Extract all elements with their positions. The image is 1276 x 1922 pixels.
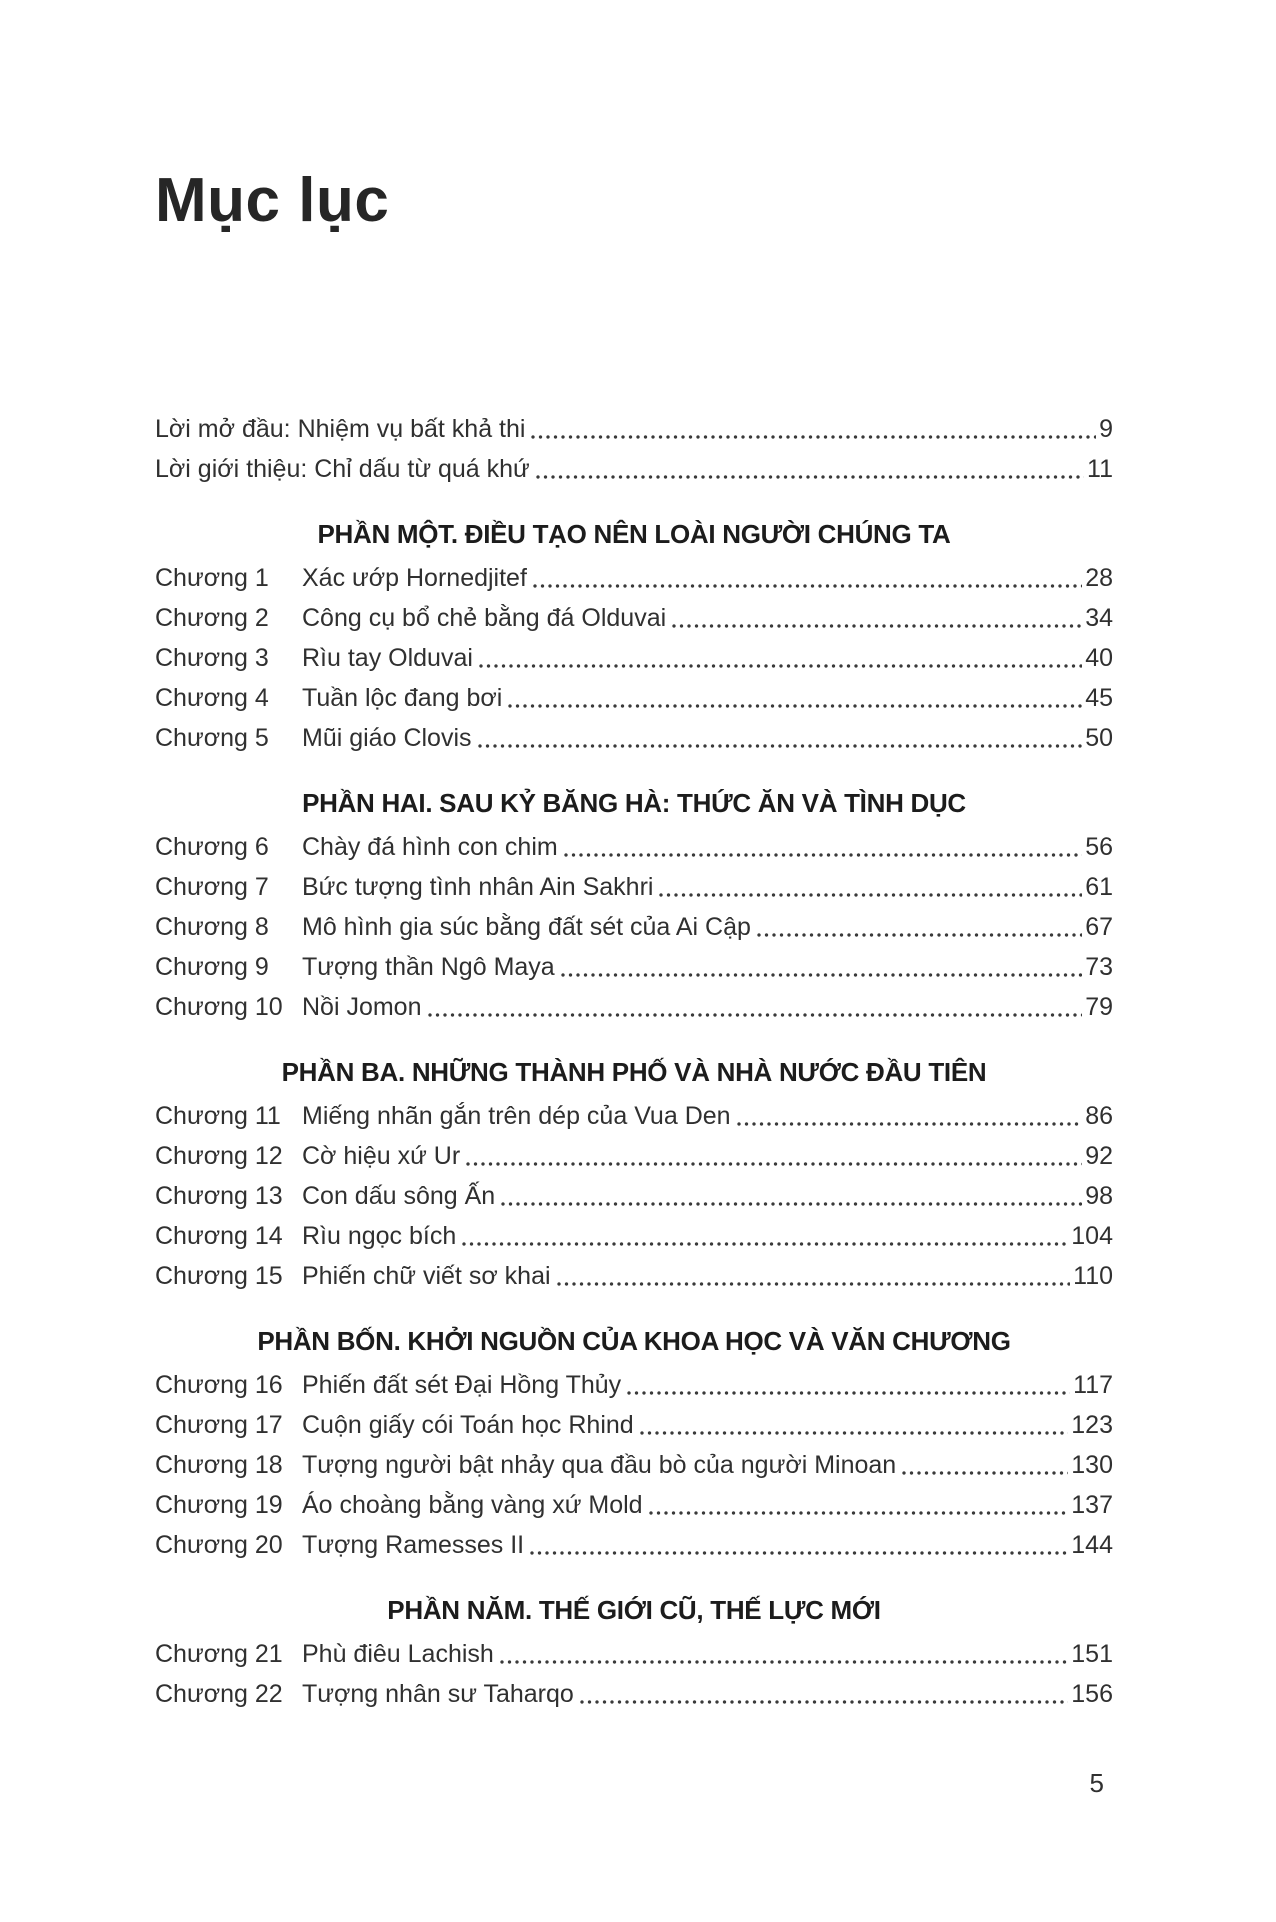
- section-heading: PHẦN NĂM. THẾ GIỚI CŨ, THẾ LỰC MỚI: [387, 1594, 881, 1625]
- entry-title: Phiến chữ viết sơ khai: [302, 1261, 551, 1290]
- toc-chapter-entry: [155, 1176, 1113, 1216]
- dot-leader: [580, 1700, 1068, 1704]
- entry-page-number: 156: [1071, 1679, 1113, 1708]
- entry-page-number: 86: [1085, 1101, 1113, 1130]
- entry-page-number: 98: [1085, 1181, 1113, 1210]
- entry-page-number: 11: [1087, 454, 1113, 483]
- dot-leader: [428, 1013, 1083, 1017]
- toc-chapter-entry: [155, 1365, 1113, 1405]
- dot-leader: [672, 624, 1082, 628]
- dot-leader: [501, 1202, 1082, 1206]
- entry-title: Tượng thần Ngô Maya: [302, 952, 555, 981]
- entry-page-number: 67: [1085, 912, 1113, 941]
- entry-page-number: 56: [1085, 832, 1113, 861]
- chapter-label: Chương 2: [155, 603, 269, 632]
- entry-title: Rìu ngọc bích: [302, 1221, 457, 1250]
- chapter-label: Chương 3: [155, 643, 269, 672]
- entry-page-number: 40: [1085, 643, 1113, 672]
- entry-title: Tuần lộc đang bơi: [302, 683, 503, 712]
- entry-title: Lời mở đầu: Nhiệm vụ bất khả thi: [155, 414, 526, 443]
- toc-chapter-entry: [155, 1445, 1113, 1485]
- entry-title: Áo choàng bằng vàng xứ Mold: [302, 1490, 643, 1519]
- chapter-label: Chương 21: [155, 1639, 283, 1668]
- entry-title: Tượng nhân sư Taharqo: [302, 1679, 574, 1708]
- entry-title: Phiến đất sét Đại Hồng Thủy: [302, 1370, 622, 1399]
- toc-chapter-entry: [155, 867, 1113, 907]
- chapter-label: Chương 11: [155, 1101, 281, 1130]
- entry-page-number: 123: [1071, 1410, 1113, 1439]
- chapter-label: Chương 8: [155, 912, 269, 941]
- chapter-label: Chương 22: [155, 1679, 283, 1708]
- front-matter-entry: [155, 449, 1113, 489]
- entry-title: Mô hình gia súc bằng đất sét của Ai Cập: [302, 912, 751, 941]
- entry-page-number: 130: [1071, 1450, 1113, 1479]
- chapter-label: Chương 6: [155, 832, 269, 861]
- toc-chapter-entry: [155, 678, 1113, 718]
- toc-chapter-entry: [155, 1256, 1113, 1296]
- dot-leader: [902, 1471, 1068, 1475]
- toc-chapter-entry: [155, 1096, 1113, 1136]
- toc-chapter-entry: [155, 1136, 1113, 1176]
- entry-page-number: 92: [1085, 1141, 1113, 1170]
- toc-chapter-entry: [155, 558, 1113, 598]
- entry-title: Tượng người bật nhảy qua đầu bò của người Minoan: [302, 1450, 897, 1479]
- chapter-label: Chương 7: [155, 872, 269, 901]
- toc-chapter-entry: [155, 1525, 1113, 1565]
- entry-title: Miếng nhãn gắn trên dép của Vua Den: [302, 1101, 731, 1130]
- chapter-label: Chương 13: [155, 1181, 283, 1210]
- toc-chapter-entry: [155, 987, 1113, 1027]
- dot-leader: [627, 1391, 1070, 1395]
- dot-leader: [466, 1162, 1082, 1166]
- entry-title: Tượng Ramesses II: [302, 1530, 525, 1559]
- toc-chapter-entry: [155, 947, 1113, 987]
- chapter-label: Chương 16: [155, 1370, 283, 1399]
- entry-page-number: 151: [1071, 1639, 1113, 1668]
- chapter-label: Chương 9: [155, 952, 269, 981]
- entry-page-number: 61: [1085, 872, 1113, 901]
- section-heading: PHẦN BA. NHỮNG THÀNH PHỐ VÀ NHÀ NƯỚC ĐẦU TIÊN: [281, 1056, 987, 1087]
- entry-title: Chày đá hình con chim: [302, 832, 558, 861]
- toc-chapter-entry: [155, 598, 1113, 638]
- toc-chapter-entry: [155, 1405, 1113, 1445]
- entry-title: Công cụ bổ chẻ bằng đá Olduvai: [302, 603, 667, 632]
- section-heading: PHẦN HAI. SAU KỶ BĂNG HÀ: THỨC ĂN VÀ TÌNH DỤC: [302, 787, 966, 818]
- chapter-label: Chương 5: [155, 723, 269, 752]
- dot-leader: [533, 584, 1082, 588]
- toc: [155, 409, 1113, 1714]
- entry-title: Phù điêu Lachish: [302, 1639, 494, 1668]
- dot-leader: [561, 973, 1082, 977]
- entry-page-number: 110: [1073, 1261, 1113, 1290]
- dot-leader: [478, 744, 1083, 748]
- chapter-label: Chương 17: [155, 1410, 283, 1439]
- dot-leader: [564, 853, 1082, 857]
- entry-page-number: 28: [1085, 563, 1113, 592]
- chapter-label: Chương 4: [155, 683, 269, 712]
- page-title: Mục lục: [155, 166, 390, 235]
- dot-leader: [659, 893, 1082, 897]
- dot-leader: [737, 1122, 1083, 1126]
- dot-leader: [508, 704, 1082, 708]
- chapter-label: Chương 14: [155, 1221, 283, 1250]
- entry-page-number: 137: [1071, 1490, 1113, 1519]
- chapter-label: Chương 20: [155, 1530, 283, 1559]
- footer-page-number: 5: [1089, 1767, 1104, 1798]
- entry-page-number: 73: [1085, 952, 1113, 981]
- chapter-label: Chương 1: [155, 563, 269, 592]
- dot-leader: [479, 664, 1082, 668]
- entry-title: Rìu tay Olduvai: [302, 643, 473, 672]
- chapter-label: Chương 15: [155, 1261, 283, 1290]
- toc-chapter-entry: [155, 1634, 1113, 1674]
- dot-leader: [500, 1660, 1068, 1664]
- section-heading: PHẦN MỘT. ĐIỀU TẠO NÊN LOÀI NGƯỜI CHÚNG TA: [317, 518, 951, 549]
- entry-page-number: 117: [1073, 1370, 1113, 1399]
- chapter-label: Chương 19: [155, 1490, 283, 1519]
- toc-chapter-entry: [155, 827, 1113, 867]
- dot-leader: [640, 1431, 1069, 1435]
- entry-title: Bức tượng tình nhân Ain Sakhri: [302, 872, 654, 901]
- toc-chapter-entry: [155, 1485, 1113, 1525]
- chapter-label: Chương 18: [155, 1450, 283, 1479]
- entry-page-number: 34: [1085, 603, 1113, 632]
- front-matter-entry: [155, 409, 1113, 449]
- entry-page-number: 45: [1085, 683, 1113, 712]
- entry-page-number: 79: [1085, 992, 1113, 1021]
- entry-title: Lời giới thiệu: Chỉ dấu từ quá khứ: [155, 454, 530, 483]
- dot-leader: [462, 1242, 1068, 1246]
- entry-title: Nồi Jomon: [302, 992, 422, 1021]
- dot-leader: [531, 435, 1096, 439]
- dot-leader: [530, 1551, 1068, 1555]
- dot-leader: [536, 475, 1084, 479]
- chapter-label: Chương 12: [155, 1141, 283, 1170]
- toc-chapter-entry: [155, 1216, 1113, 1256]
- entry-title: Con dấu sông Ấn: [302, 1181, 496, 1210]
- section-heading: PHẦN BỐN. KHỞI NGUỒN CỦA KHOA HỌC VÀ VĂN CHƯƠNG: [257, 1325, 1011, 1356]
- entry-page-number: 9: [1099, 414, 1113, 443]
- toc-chapter-entry: [155, 1674, 1113, 1714]
- entry-page-number: 144: [1071, 1530, 1113, 1559]
- entry-title: Mũi giáo Clovis: [302, 723, 472, 752]
- toc-chapter-entry: [155, 907, 1113, 947]
- toc-chapter-entry: [155, 638, 1113, 678]
- entry-page-number: 104: [1071, 1221, 1113, 1250]
- dot-leader: [557, 1282, 1071, 1286]
- entry-title: Cờ hiệu xứ Ur: [302, 1141, 461, 1170]
- toc-chapter-entry: [155, 718, 1113, 758]
- entry-title: Cuộn giấy cói Toán học Rhind: [302, 1410, 634, 1439]
- dot-leader: [757, 933, 1082, 937]
- chapter-label: Chương 10: [155, 992, 283, 1021]
- dot-leader: [649, 1511, 1069, 1515]
- entry-page-number: 50: [1085, 723, 1113, 752]
- entry-title: Xác ướp Hornedjitef: [302, 563, 527, 592]
